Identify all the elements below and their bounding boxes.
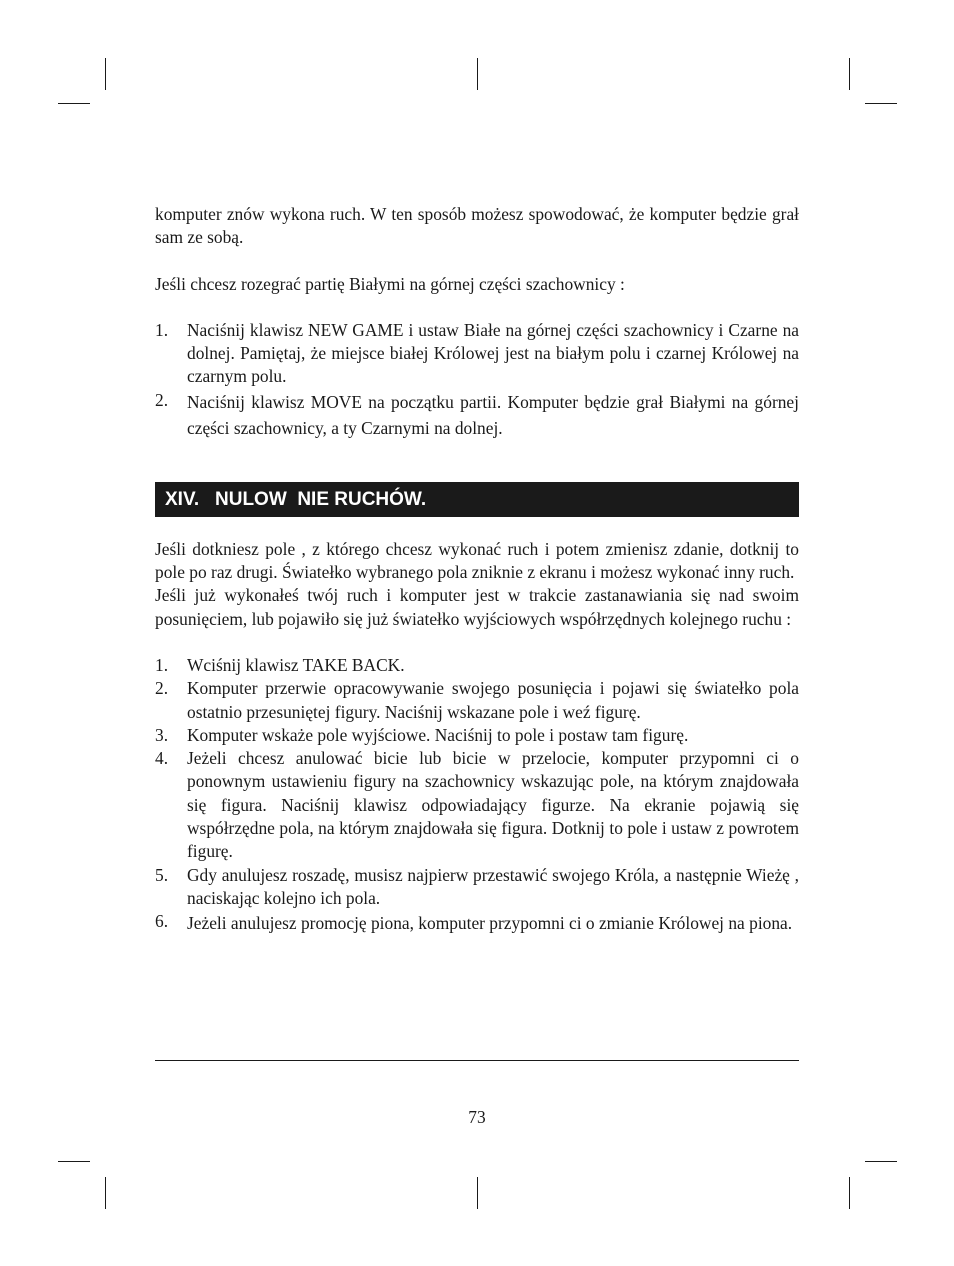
list-number: 2.	[155, 678, 169, 699]
list-item	[155, 319, 799, 389]
crop-mark	[477, 58, 478, 90]
list-item	[155, 389, 799, 441]
crop-mark	[865, 103, 897, 104]
list-text: Naciśnij klawisz MOVE na początku partii. Komputer będzie grał Białymi na górnej części szachownicy, a ty Czarnymi na dolnej.	[187, 391, 799, 438]
page-number: 73	[468, 1107, 486, 1127]
list-number: 6.	[155, 911, 169, 932]
crop-mark	[849, 1177, 850, 1209]
list-text: Gdy anulujesz roszadę, musisz najpierw przestawić swojego Króla, a następnie Wieżę , naciskając kolejno ich pola.	[187, 864, 799, 908]
list-number: 5.	[155, 864, 169, 885]
crop-mark	[865, 1161, 897, 1162]
list-number: 3.	[155, 724, 169, 745]
paragraph: Jeśli chcesz rozegrać partię Białymi na górnej części szachownicy :	[155, 273, 625, 294]
list-text: Naciśnij klawisz NEW GAME i ustaw Białe na górnej części szachownicy i Czarne na dolnej. Pamiętaj, że miejsce białej Królowej jest na białym polu i czarnej Królowej na czarnym polu.	[187, 319, 799, 387]
crop-mark	[58, 103, 90, 104]
list-item	[155, 677, 799, 724]
list-item	[155, 747, 799, 863]
list-item	[155, 910, 799, 936]
footer-rule	[155, 1060, 799, 1061]
list-text: Wciśnij klawisz TAKE BACK.	[187, 654, 405, 675]
list-item	[155, 724, 799, 747]
list-item	[155, 654, 799, 677]
list-number: 2.	[155, 389, 169, 410]
list-text: Jeżeli chcesz anulować bicie lub bicie w przelocie, komputer przypomni ci o ponownym ustawieniu figury na szachownicy wskazując pole, na którym znajdowała się figura. Naciśnij klawisz odpowiadający figurze. Na ekranie pojawią się współrzędne pola, na którym znajdowała się figura. Dotknij to pole i ustaw z powrotem figurę.	[187, 748, 799, 862]
crop-mark	[105, 1177, 106, 1209]
paragraph: Jeśli dotkniesz pole , z którego chcesz wykonać ruch i potem zmienisz zdanie, dotknij to pole po raz drugi. Światełko wybranego pola zniknie z ekranu i możesz wykonać inny ruch.	[155, 538, 799, 583]
list-text: Jeżeli anulujesz promocję piona, komputer przypomni ci o zmianie Królowej na piona.	[187, 913, 793, 934]
list-number: 1.	[155, 319, 169, 340]
page-body	[155, 203, 799, 936]
section-heading: XIV. NULOW NIE RUCHÓW.	[155, 482, 799, 517]
list-number: 1.	[155, 654, 169, 675]
numbered-list	[155, 319, 799, 441]
list-number: 4.	[155, 748, 169, 769]
crop-mark	[58, 1161, 90, 1162]
crop-mark	[849, 58, 850, 90]
paragraph: Jeśli już wykonałeś twój ruch i komputer jest w trakcie zastanawiania się nad swoim posunięciem, lub pojawiło się już światełko wyjściowych współrzędnych kolejnego ruchu :	[155, 585, 799, 629]
list-item	[155, 864, 799, 911]
crop-mark	[477, 1177, 478, 1209]
crop-mark	[105, 58, 106, 90]
paragraph: komputer znów wykona ruch. W ten sposób możesz spowodować, że komputer będzie grał sam ze sobą.	[155, 204, 799, 248]
list-text: Komputer przerwie opracowywanie swojego posunięcia i pojawi się światełko pola ostatnio przesuniętej figury. Naciśnij wskazane pole i weź figurę.	[187, 678, 799, 722]
list-text: Komputer wskaże pole wyjściowe. Naciśnij to pole i postaw tam figurę.	[187, 724, 689, 745]
numbered-list	[155, 654, 799, 936]
